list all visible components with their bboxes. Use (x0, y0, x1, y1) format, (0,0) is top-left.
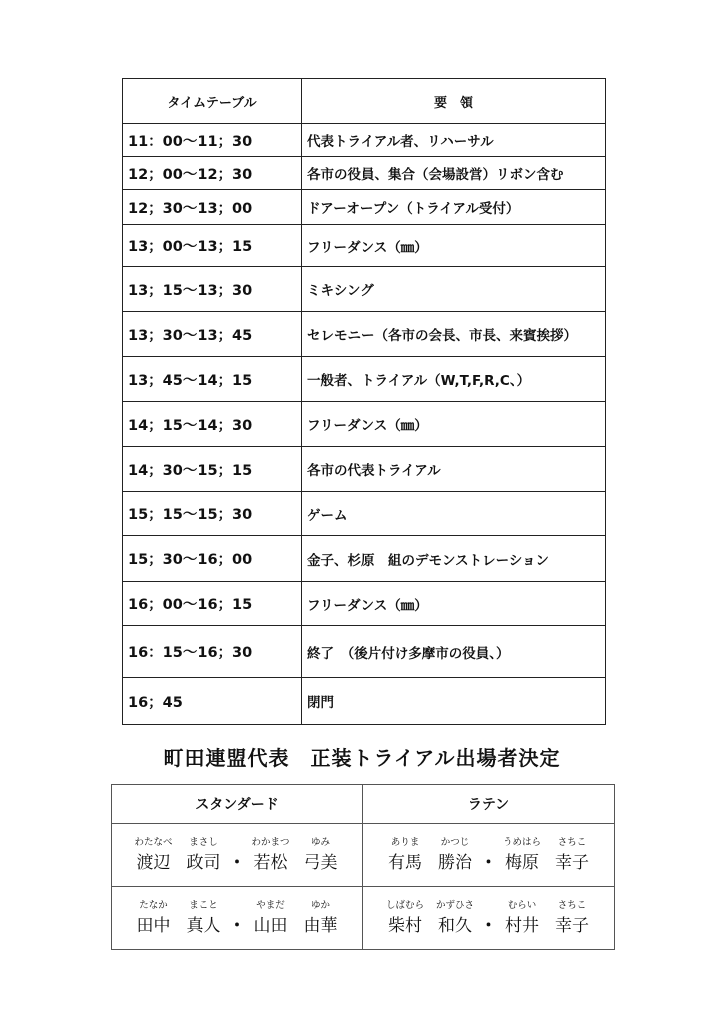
furigana: さちこ (557, 837, 587, 848)
pair-separator: ・ (228, 853, 246, 873)
table-row (123, 678, 606, 725)
furigana: ゆみ (311, 837, 331, 848)
table-row (123, 312, 606, 357)
item-cell: 閉門 (302, 678, 606, 725)
table-row (123, 225, 606, 267)
time-cell: 16：15〜16；30 (123, 626, 302, 678)
entrants-header-row (112, 785, 615, 824)
entrant-row (112, 824, 615, 887)
furigana: さちこ (557, 900, 587, 911)
family-name: 若松 (253, 853, 288, 873)
given-name: 勝治 (437, 853, 472, 873)
entrant (503, 900, 591, 936)
latin-header: ラテン (363, 785, 615, 824)
furigana: やまだ (256, 900, 285, 911)
furigana: しばむら (385, 900, 424, 911)
table-row (123, 582, 606, 626)
given-name: 弓美 (303, 853, 338, 873)
furigana: むらい (507, 900, 537, 911)
time-cell: 15；15〜15；30 (123, 492, 302, 536)
furigana: わかまつ (251, 837, 290, 848)
time-cell: 16；00〜16；15 (123, 582, 302, 626)
table-row (123, 492, 606, 536)
table-row (123, 267, 606, 312)
given-name: 真人 (186, 916, 221, 936)
family-name: 梅原 (504, 853, 539, 873)
entrants-heading: 町田連盟代表 正装トライアル出場者決定 (163, 746, 561, 770)
furigana: うめはら (502, 837, 541, 848)
time-cell: 12；30〜13；00 (123, 190, 302, 225)
given-name: 幸子 (555, 916, 590, 936)
table-row (123, 157, 606, 190)
time-cell: 16；45 (123, 678, 302, 725)
entrant (503, 837, 591, 873)
item-cell: 代表トライアル者、リハーサル (302, 124, 606, 157)
pair-separator: ・ (479, 853, 497, 873)
item-cell: 一般者、トライアル（W,T,F,R,C、） (302, 357, 606, 402)
entrants-table (111, 784, 615, 950)
latin-pair (363, 887, 615, 950)
given-name: 幸子 (554, 853, 589, 873)
standard-header: スタンダード (112, 785, 363, 824)
table-row (123, 447, 606, 492)
time-cell: 14；15〜14；30 (123, 402, 302, 447)
item-cell: ミキシング (302, 267, 606, 312)
given-name: 政司 (186, 853, 221, 873)
family-name: 柴村 (388, 916, 422, 936)
given-name: 和久 (438, 916, 472, 936)
latin-pair (363, 824, 615, 887)
entrant (252, 900, 340, 936)
entrant (135, 900, 223, 936)
time-column-header: タイムテーブル (123, 79, 302, 124)
entrant (386, 900, 474, 936)
time-cell: 13；15〜13；30 (123, 267, 302, 312)
timetable-header-row (123, 79, 606, 124)
standard-pair (112, 887, 363, 950)
table-row (123, 626, 606, 678)
item-cell: ゲーム (302, 492, 606, 536)
item-column-header: 要 領 (302, 79, 606, 124)
timetable-body (123, 124, 606, 725)
entrant (134, 837, 222, 873)
item-cell: 各市の役員、集合（会場設営）リボン含む (302, 157, 606, 190)
item-cell: フリーダンス（㎜） (302, 582, 606, 626)
entrant (252, 837, 340, 873)
item-cell: フリーダンス（㎜） (302, 225, 606, 267)
time-cell: 12；00〜12；30 (123, 157, 302, 190)
family-name: 村井 (505, 916, 540, 936)
time-cell: 13；00〜13；15 (123, 225, 302, 267)
item-cell: 金子、杉原 組のデモンストレーション (302, 536, 606, 582)
entrant (386, 837, 474, 873)
time-cell: 15；30〜16；00 (123, 536, 302, 582)
item-cell: ドアーオープン（トライアル受付） (302, 190, 606, 225)
table-row (123, 190, 606, 225)
family-name: 山田 (253, 916, 288, 936)
table-row (123, 124, 606, 157)
furigana: まさし (189, 837, 218, 848)
family-name: 田中 (136, 916, 171, 936)
item-cell: 終了 （後片付け多摩市の役員、） (302, 626, 606, 678)
furigana: わたなべ (134, 837, 173, 848)
time-cell: 13；30〜13；45 (123, 312, 302, 357)
pair-separator: ・ (228, 916, 246, 936)
furigana: たなか (139, 900, 168, 911)
item-cell: フリーダンス（㎜） (302, 402, 606, 447)
table-row (123, 536, 606, 582)
pair-separator: ・ (480, 916, 498, 936)
item-cell: 各市の代表トライアル (302, 447, 606, 492)
furigana: かつじ (440, 837, 470, 848)
furigana: かずひさ (436, 900, 475, 911)
item-cell: セレモニー（各市の会長、市長、来賓挨拶） (302, 312, 606, 357)
time-cell: 14；30〜15；15 (123, 447, 302, 492)
timetable (122, 78, 606, 725)
family-name: 渡辺 (136, 853, 171, 873)
table-row (123, 357, 606, 402)
family-name: 有馬 (387, 853, 422, 873)
entrant-row (112, 887, 615, 950)
time-cell: 13；45〜14；15 (123, 357, 302, 402)
furigana: まこと (189, 900, 218, 911)
time-cell: 11：00〜11；30 (123, 124, 302, 157)
furigana: ゆか (310, 900, 330, 911)
given-name: 由華 (303, 916, 338, 936)
table-row (123, 402, 606, 447)
furigana: ありま (390, 837, 420, 848)
standard-pair (112, 824, 363, 887)
